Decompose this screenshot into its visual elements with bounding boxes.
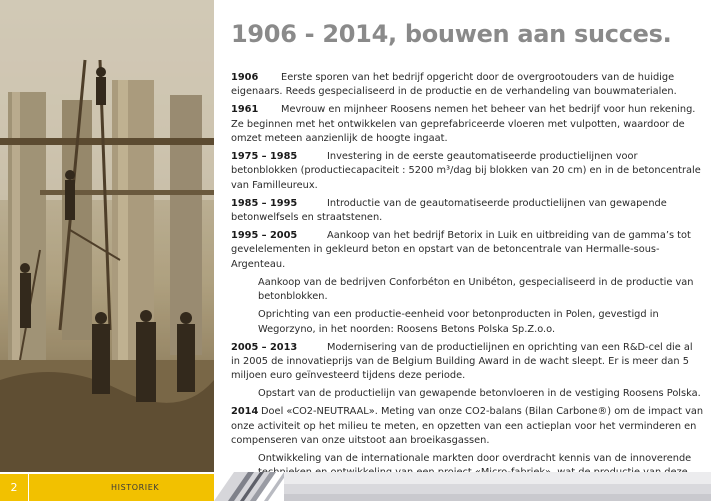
timeline-paragraph: Oprichting van een productie-eenheid voor betonproducten in Polen, gevestigd in Wegorzyno, in het noorden: Roosens Betons Polska Sp.Z.o.o. <box>258 309 659 335</box>
page-title: 1906 - 2014, bouwen aan succes. <box>231 20 672 48</box>
timeline-entry <box>231 103 704 146</box>
timeline-entry <box>231 150 704 193</box>
timeline-paragraph: Ontwikkeling van de internationale markten door overdracht kennis van de innoverende <box>258 453 692 465</box>
section-label: HISTORIEK <box>111 483 160 492</box>
timeline-paragraph: Opstart van de productielijn van gewapende betonvloeren in de vestiging Roosens Polska. <box>258 388 701 400</box>
timeline-text: Doel «CO2-NEUTRAAL». Meting van onze CO2-balans (Bilan Carbone®) om de impact van onze activiteit op het milieu te meten, en opzetten van een actieplan voor het verminderen en compenseren van onze uitstoot aan broeikasgassen. <box>231 406 704 446</box>
timeline-year: 1961 <box>231 104 259 116</box>
timeline-entry <box>231 197 704 226</box>
timeline-text: Modernisering van de productielijnen en oprichting van een R&D-cel die al in 2005 de innovatieprijs van de Belgium Building Award in de wacht sleept. Er is meer dan 5 miljoen euro geïnvesteerd tijdens deze periode. <box>231 341 693 382</box>
timeline-year: 1975 – 1985 <box>231 151 298 163</box>
footer-stripes-decoration <box>214 472 711 501</box>
timeline-year: 1995 – 2005 <box>231 230 298 242</box>
timeline-entry <box>231 341 704 384</box>
page-number: 2 <box>0 474 29 501</box>
timeline-paragraph: Aankoop van de bedrijven Conforbéton en Unibéton, gespecialiseerd in de productie van betonblokken. <box>258 276 694 303</box>
timeline-year: 1906 <box>231 72 259 83</box>
timeline-text: Investering in de eerste geautomatiseerde productielijnen voor betonblokken (productiecapaciteit : 5200 m³/dag bij blokken van 20 cm) en in de betoncentrale van Familleureux. <box>231 151 701 191</box>
timeline-year: 2014 <box>231 406 259 418</box>
timeline-text: Introductie van de geautomatiseerde productielijnen van gewapende betonwelfsels en straatstenen. <box>231 197 667 224</box>
footer-section-bar <box>0 474 214 501</box>
timeline-year: 1985 – 1995 <box>231 197 298 209</box>
timeline-entry <box>231 405 704 448</box>
timeline-text: Mevrouw en mijnheer Roosens nemen het beheer van het bedrijf voor hun rekening. Ze beginnen met het ontwikkelen van geprefabriceerde vloeren met vulpotten, waardoor de omzet meteen aanzienlijk de hoogte ingaat. <box>231 104 696 144</box>
timeline-entry <box>231 71 704 100</box>
timeline-year: 2005 – 2013 <box>231 341 298 353</box>
historic-photo <box>0 0 214 472</box>
timeline <box>231 71 704 499</box>
timeline-entry <box>231 229 704 272</box>
timeline-text: Aankoop van het bedrijf Betorix in Luik en uitbreiding van de gamma’s tot gevelelementen in gekleurd beton en opstart van de betoncentrale van Hermalle-sous-Argenteau. <box>231 230 691 270</box>
timeline-text: Eerste sporen van het bedrijf opgericht door de overgrootouders van de huidige eigenaars. Reeds gespecialiseerd in de productie en de verhandeling van bouwmaterialen. <box>231 72 677 98</box>
